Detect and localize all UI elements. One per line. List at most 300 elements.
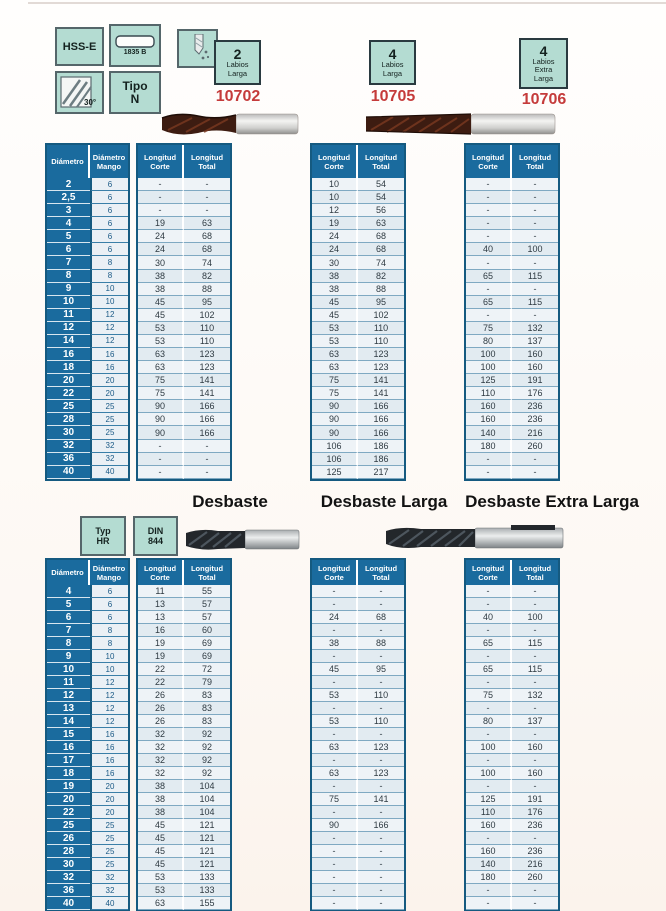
shank-diameter-cell: 25 — [90, 426, 128, 439]
length-corte-cell: 24 — [138, 243, 184, 256]
tipo-n-label: N — [130, 91, 140, 106]
product-line: Extra — [534, 65, 553, 75]
length-corte-cell: 45 — [312, 309, 358, 322]
table-row — [312, 780, 404, 793]
col-longitud: Longitud — [471, 152, 505, 162]
table-row — [466, 741, 558, 754]
col-longitud: Longitud — [190, 152, 224, 162]
length-total-cell: - — [358, 702, 404, 715]
length-corte-cell: - — [312, 650, 358, 663]
length-total-cell: 68 — [358, 611, 404, 624]
table-row — [138, 400, 230, 413]
length-corte-cell: - — [466, 191, 512, 204]
length-corte-cell: - — [466, 217, 512, 230]
col-diametro-mango: Diámetro — [92, 563, 126, 573]
table-row — [138, 270, 230, 283]
table-row — [312, 806, 404, 819]
table-row — [47, 191, 128, 204]
table-row — [312, 754, 404, 767]
shank-diameter-cell: 25 — [90, 845, 128, 858]
table-row — [138, 348, 230, 361]
table-row — [47, 387, 128, 400]
table-row — [466, 871, 558, 884]
length-header — [312, 145, 404, 178]
length-corte-cell: 24 — [312, 611, 358, 624]
length-corte-cell: 13 — [138, 598, 184, 611]
title-desbaste: Desbaste — [192, 492, 268, 511]
shank-diameter-cell: 32 — [90, 440, 128, 453]
endmill-photo-desbaste-larga — [383, 524, 565, 552]
length-corte-cell: 32 — [138, 767, 184, 780]
length-corte-cell: 160 — [466, 845, 512, 858]
shank-diameter-cell: 16 — [90, 767, 128, 780]
product-box-4-labios-extra-larga — [519, 38, 568, 89]
col-diametro-mango: Diámetro — [92, 152, 126, 162]
shank-diameter-cell: 6 — [90, 243, 128, 256]
length-corte-cell: 100 — [466, 767, 512, 780]
length-total-cell: 74 — [184, 256, 230, 269]
length-corte-cell: 19 — [312, 217, 358, 230]
length-corte-cell: - — [466, 230, 512, 243]
length-total-cell: 236 — [512, 400, 558, 413]
length-corte-cell: 90 — [138, 400, 184, 413]
length-total-cell: 160 — [512, 741, 558, 754]
table-row — [138, 426, 230, 439]
length-corte-cell: - — [466, 585, 512, 598]
length-total-cell: - — [512, 204, 558, 217]
table-row — [466, 204, 558, 217]
length-corte-cell: - — [466, 728, 512, 741]
table-row — [138, 832, 230, 845]
table-row — [466, 585, 558, 598]
length-total-cell: - — [184, 440, 230, 453]
length-corte-cell: 19 — [138, 637, 184, 650]
length-corte-cell: 80 — [466, 335, 512, 348]
table-row — [466, 387, 558, 400]
length-total-cell: - — [358, 598, 404, 611]
length-corte-cell: 40 — [466, 243, 512, 256]
table-row — [312, 741, 404, 754]
diameter-cell: 22 — [47, 806, 90, 819]
col-longitud: Longitud — [364, 563, 398, 573]
length-total-cell: - — [512, 754, 558, 767]
length-total-cell: 102 — [358, 309, 404, 322]
length-total-cell: - — [512, 897, 558, 910]
diameter-cell: 3 — [47, 204, 90, 217]
table-row — [466, 767, 558, 780]
table-row — [47, 296, 128, 309]
length-corte-cell: 38 — [312, 283, 358, 296]
table-row — [47, 663, 128, 676]
length-corte-cell: 30 — [138, 256, 184, 269]
table-row — [47, 715, 128, 728]
length-total-cell: - — [512, 832, 558, 845]
table-row — [47, 466, 128, 479]
shank-diameter-cell: 8 — [90, 256, 128, 269]
col-corte: Corte — [324, 161, 344, 171]
length-corte-cell: - — [312, 598, 358, 611]
length-total-cell: - — [358, 832, 404, 845]
length-total-cell: 104 — [184, 793, 230, 806]
length-corte-cell: 32 — [138, 754, 184, 767]
flute-count: 2 — [233, 46, 242, 62]
shank-diameter-cell: 6 — [90, 598, 128, 611]
table-row — [466, 858, 558, 871]
length-corte-cell: - — [466, 453, 512, 466]
table-row — [47, 702, 128, 715]
shank-diameter-cell: 10 — [90, 296, 128, 309]
table-row — [138, 335, 230, 348]
length-corte-cell: 90 — [312, 400, 358, 413]
shank-diameter-cell: 6 — [90, 585, 128, 598]
length-total-cell: - — [512, 217, 558, 230]
shank-diameter-cell: 40 — [90, 466, 128, 479]
diameter-cell: 28 — [47, 413, 90, 426]
col-longitud: Longitud — [143, 563, 177, 573]
top-len-body-0 — [138, 178, 230, 479]
table-row — [312, 309, 404, 322]
diameter-cell: 11 — [47, 309, 90, 322]
shank-diameter-cell: 6 — [90, 204, 128, 217]
length-total-cell: - — [512, 191, 558, 204]
length-total-cell: 83 — [184, 702, 230, 715]
diameter-cell: 36 — [47, 884, 90, 897]
table-row — [47, 689, 128, 702]
length-corte-cell: 75 — [312, 374, 358, 387]
length-corte-cell: 53 — [312, 322, 358, 335]
length-total-cell: 79 — [184, 676, 230, 689]
table-row — [312, 728, 404, 741]
table-row — [138, 585, 230, 598]
length-corte-cell: 24 — [138, 230, 184, 243]
length-corte-cell: 24 — [312, 243, 358, 256]
length-corte-cell: 45 — [138, 309, 184, 322]
length-corte-cell: - — [466, 204, 512, 217]
length-corte-cell: 65 — [466, 270, 512, 283]
col-total: Total — [526, 161, 544, 171]
table-row — [138, 689, 230, 702]
table-row — [47, 728, 128, 741]
table-row — [138, 178, 230, 191]
table-row — [466, 348, 558, 361]
length-total-cell: 68 — [184, 230, 230, 243]
length-corte-cell: 160 — [466, 819, 512, 832]
length-corte-cell: - — [466, 466, 512, 479]
length-total-cell: 166 — [358, 400, 404, 413]
length-corte-cell: 90 — [312, 413, 358, 426]
length-total-cell: 92 — [184, 754, 230, 767]
top-length-table-10705 — [310, 143, 406, 481]
length-total-cell: 54 — [358, 178, 404, 191]
length-header — [466, 145, 558, 178]
shank-cylinder-icon — [115, 35, 155, 49]
table-row — [466, 650, 558, 663]
shank-diameter-cell: 6 — [90, 178, 128, 191]
length-total-cell: 60 — [184, 624, 230, 637]
diameter-cell: 26 — [47, 832, 90, 845]
table-row — [312, 191, 404, 204]
col-total: Total — [372, 161, 390, 171]
product-box-4-labios-larga — [369, 40, 416, 85]
length-total-cell: 54 — [358, 191, 404, 204]
length-corte-cell: - — [312, 702, 358, 715]
shank-diameter-cell: 8 — [90, 637, 128, 650]
table-row — [312, 871, 404, 884]
table-row — [312, 440, 404, 453]
length-corte-cell: - — [466, 702, 512, 715]
length-total-cell: 133 — [184, 884, 230, 897]
length-corte-cell: 26 — [138, 689, 184, 702]
length-total-cell: 57 — [184, 598, 230, 611]
table-row — [466, 296, 558, 309]
length-total-cell: - — [358, 728, 404, 741]
length-corte-cell: 106 — [312, 453, 358, 466]
length-corte-cell: 38 — [138, 806, 184, 819]
length-corte-cell: - — [312, 871, 358, 884]
length-total-cell: 191 — [512, 374, 558, 387]
length-corte-cell: - — [138, 466, 184, 479]
length-total-cell: 123 — [358, 348, 404, 361]
length-total-cell: - — [512, 780, 558, 793]
table-row — [312, 884, 404, 897]
length-total-cell: - — [358, 806, 404, 819]
table-row — [466, 884, 558, 897]
table-row — [466, 256, 558, 269]
length-corte-cell: 63 — [312, 767, 358, 780]
length-corte-cell: 160 — [466, 400, 512, 413]
table-row — [47, 440, 128, 453]
length-total-cell: 166 — [358, 413, 404, 426]
length-corte-cell: 125 — [312, 466, 358, 479]
col-total: Total — [198, 161, 216, 171]
shank-diameter-cell: 32 — [90, 453, 128, 466]
length-corte-cell: - — [312, 832, 358, 845]
length-corte-cell: 38 — [138, 793, 184, 806]
length-total-cell: - — [512, 178, 558, 191]
length-corte-cell: 63 — [138, 897, 184, 910]
length-corte-cell: 100 — [466, 741, 512, 754]
col-mango: Mango — [96, 572, 122, 582]
table-row — [466, 270, 558, 283]
table-row — [312, 217, 404, 230]
length-corte-cell: - — [312, 585, 358, 598]
table-row — [312, 767, 404, 780]
table-row — [312, 611, 404, 624]
bottom-diameter-header — [47, 560, 128, 585]
shank-diameter-cell: 16 — [90, 754, 128, 767]
table-row — [312, 624, 404, 637]
length-corte-cell: 63 — [312, 361, 358, 374]
shank-diameter-cell: 6 — [90, 230, 128, 243]
bottom-length-table-desbaste — [136, 558, 232, 911]
length-corte-cell: 140 — [466, 426, 512, 439]
length-total-cell: - — [512, 624, 558, 637]
length-total-cell: 166 — [358, 819, 404, 832]
table-row — [47, 650, 128, 663]
diameter-cell: 36 — [47, 453, 90, 466]
table-row — [312, 230, 404, 243]
length-corte-cell: 65 — [466, 296, 512, 309]
length-corte-cell: 110 — [466, 387, 512, 400]
table-row — [466, 413, 558, 426]
length-total-cell: 141 — [184, 387, 230, 400]
table-row — [138, 897, 230, 910]
length-corte-cell: 53 — [312, 335, 358, 348]
length-total-cell: 160 — [512, 767, 558, 780]
table-row — [466, 309, 558, 322]
length-corte-cell: 63 — [138, 361, 184, 374]
length-corte-cell: 45 — [312, 663, 358, 676]
length-total-cell: - — [512, 676, 558, 689]
table-row — [47, 819, 128, 832]
length-total-cell: 110 — [358, 715, 404, 728]
length-corte-cell: 11 — [138, 585, 184, 598]
table-row — [138, 466, 230, 479]
col-longitud: Longitud — [143, 152, 177, 162]
length-corte-cell: 38 — [138, 780, 184, 793]
table-row — [47, 217, 128, 230]
badge-hss-e — [55, 27, 104, 66]
table-row — [47, 832, 128, 845]
table-row — [47, 871, 128, 884]
length-corte-cell: 53 — [312, 689, 358, 702]
length-corte-cell: - — [466, 256, 512, 269]
length-corte-cell: 53 — [138, 322, 184, 335]
length-total-cell: - — [512, 884, 558, 897]
flute-count: 4 — [539, 42, 548, 59]
shank-diameter-cell: 12 — [90, 309, 128, 322]
length-total-cell: - — [512, 702, 558, 715]
length-corte-cell: 12 — [312, 204, 358, 217]
length-corte-cell: 53 — [138, 335, 184, 348]
shank-diameter-cell: 12 — [90, 702, 128, 715]
table-row — [312, 819, 404, 832]
length-total-cell: 95 — [358, 663, 404, 676]
length-total-cell: 176 — [512, 387, 558, 400]
length-corte-cell: 106 — [312, 440, 358, 453]
diameter-cell: 15 — [47, 728, 90, 741]
diameter-cell: 12 — [47, 689, 90, 702]
length-total-cell: 166 — [184, 413, 230, 426]
table-row — [47, 806, 128, 819]
length-corte-cell: 45 — [312, 296, 358, 309]
length-corte-cell: 45 — [138, 296, 184, 309]
table-row — [312, 637, 404, 650]
shank-diameter-cell: 32 — [90, 884, 128, 897]
shank-diameter-cell: 32 — [90, 871, 128, 884]
length-total-cell: 236 — [512, 413, 558, 426]
length-corte-cell: 32 — [138, 741, 184, 754]
bottom-length-table-desbaste-larga — [310, 558, 406, 911]
shank-diameter-cell: 16 — [90, 728, 128, 741]
length-corte-cell: - — [466, 283, 512, 296]
col-total: Total — [198, 572, 216, 582]
length-total-cell: 88 — [184, 283, 230, 296]
badge-helix-30deg — [55, 71, 104, 114]
length-total-cell: 121 — [184, 832, 230, 845]
table-row — [312, 845, 404, 858]
length-total-cell: - — [358, 650, 404, 663]
length-total-cell: 110 — [358, 322, 404, 335]
table-row — [312, 387, 404, 400]
table-row — [138, 440, 230, 453]
col-diametro: Diámetro — [51, 568, 84, 577]
length-total-cell: - — [512, 256, 558, 269]
badge-shank-din1835b — [109, 24, 161, 67]
endmill-photo-4-flute-larga — [363, 110, 557, 138]
table-row — [47, 845, 128, 858]
table-row — [47, 611, 128, 624]
length-total-cell: 186 — [358, 453, 404, 466]
table-row — [138, 819, 230, 832]
table-row — [138, 611, 230, 624]
table-row — [47, 335, 128, 348]
length-total-cell: 236 — [512, 819, 558, 832]
table-row — [47, 793, 128, 806]
length-total-cell: 160 — [512, 361, 558, 374]
shank-diameter-cell: 10 — [90, 650, 128, 663]
length-corte-cell: 53 — [138, 884, 184, 897]
diameter-cell: 8 — [47, 270, 90, 283]
table-row — [312, 793, 404, 806]
table-row — [47, 309, 128, 322]
table-row — [312, 204, 404, 217]
title-desbaste-extra-larga: Desbaste Extra Larga — [465, 492, 639, 511]
length-total-cell: 137 — [512, 335, 558, 348]
diameter-cell: 16 — [47, 741, 90, 754]
col-longitud: Longitud — [471, 563, 505, 573]
length-corte-cell: - — [312, 728, 358, 741]
top-len-body-1 — [312, 178, 404, 479]
length-total-cell: - — [184, 453, 230, 466]
length-total-cell: 121 — [184, 845, 230, 858]
product-line: Larga — [382, 68, 403, 78]
table-row — [312, 676, 404, 689]
diameter-cell: 30 — [47, 426, 90, 439]
length-total-cell: 236 — [512, 845, 558, 858]
length-total-cell: 110 — [184, 322, 230, 335]
table-row — [138, 702, 230, 715]
length-total-cell: 137 — [512, 715, 558, 728]
table-row — [466, 598, 558, 611]
table-row — [47, 374, 128, 387]
helix-angle-icon — [60, 76, 100, 110]
length-corte-cell: - — [312, 806, 358, 819]
table-row — [466, 453, 558, 466]
table-row — [312, 400, 404, 413]
table-row — [312, 256, 404, 269]
diameter-cell: 7 — [47, 256, 90, 269]
table-row — [47, 178, 128, 191]
table-row — [466, 361, 558, 374]
length-corte-cell: - — [138, 440, 184, 453]
diameter-cell: 40 — [47, 466, 90, 479]
diameter-cell: 17 — [47, 754, 90, 767]
length-total-cell: - — [512, 453, 558, 466]
length-total-cell: 68 — [358, 230, 404, 243]
table-row — [47, 322, 128, 335]
product-line: Larga — [227, 68, 248, 78]
table-row — [466, 676, 558, 689]
length-total-cell: 83 — [184, 689, 230, 702]
table-row — [466, 624, 558, 637]
length-total-cell: - — [184, 204, 230, 217]
table-row — [47, 426, 128, 439]
length-header — [138, 560, 230, 585]
table-row — [312, 283, 404, 296]
length-corte-cell: 38 — [138, 270, 184, 283]
table-row — [138, 296, 230, 309]
